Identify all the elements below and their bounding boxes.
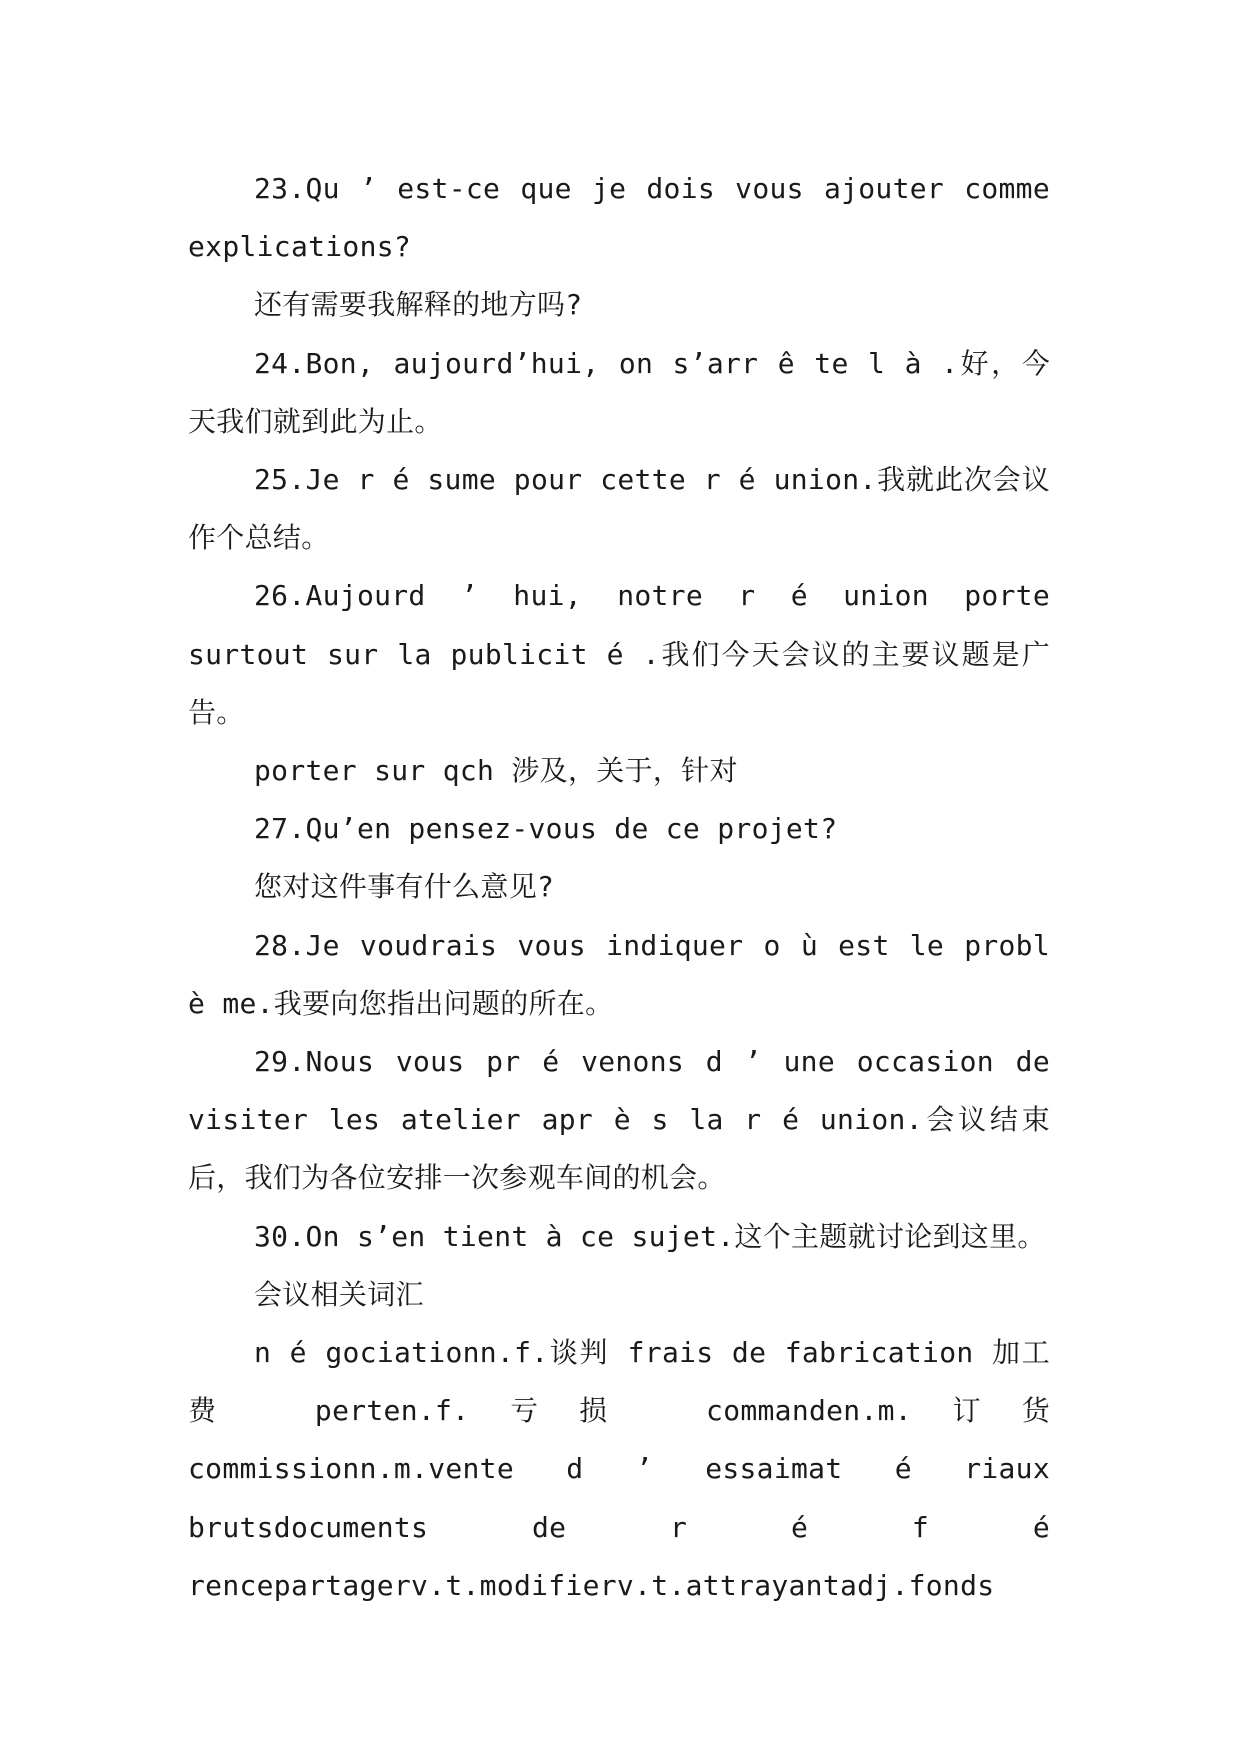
paragraph-26: 26.Aujourd ’ hui, notre r é union porte surtout sur la publicit é .我们今天会议的主要议题是广告。 [188,579,1050,729]
paragraph-29: 29.Nous vous pr é venons d ’ une occasion de visiter les atelier apr è s la r é union.会议结束后，我们为各位安排一次参观车间的机会。 [188,1045,1050,1195]
section-heading-vocabulary: 会议相关词汇 [254,1277,424,1311]
paragraph-27-question: 27.Qu’en pensez-vous de ce projet? [254,812,838,846]
paragraph-23-question: 23.Qu ’ est-ce que je dois vous ajouter comme explications? [188,172,1050,264]
paragraph-vocabulary-list: n é gociationn.f.谈判 frais de fabrication 加工费 perten.f.亏损 commanden.m.订货 commissionn.m.vente d ’ essaimat é riaux brutsdocuments de r é f é rencepartagerv.t.modifierv.t.attrayantadj.fonds [188,1336,1050,1602]
paragraph-28: 28.Je voudrais vous indiquer o ù est le probl è me.我要向您指出问题的所在。 [188,928,1050,1020]
paragraph-27-translation: 您对这件事有什么意见? [254,870,555,904]
paragraph-23-translation: 还有需要我解释的地方吗? [254,288,583,322]
document-body [188,160,1050,1615]
paragraph-25: 25.Je r é sume pour cette r é union.我就此次会议作个总结。 [188,463,1050,555]
paragraph-30: 30.On s’en tient à ce sujet.这个主题就讨论到这里。 [254,1219,1046,1253]
paragraph-24: 24.Bon, aujourd’hui, on s’arr ê te l à .好，今天我们就到此为止。 [188,346,1050,438]
paragraph-porter-sur: porter sur qch 涉及，关于，针对 [254,754,738,788]
